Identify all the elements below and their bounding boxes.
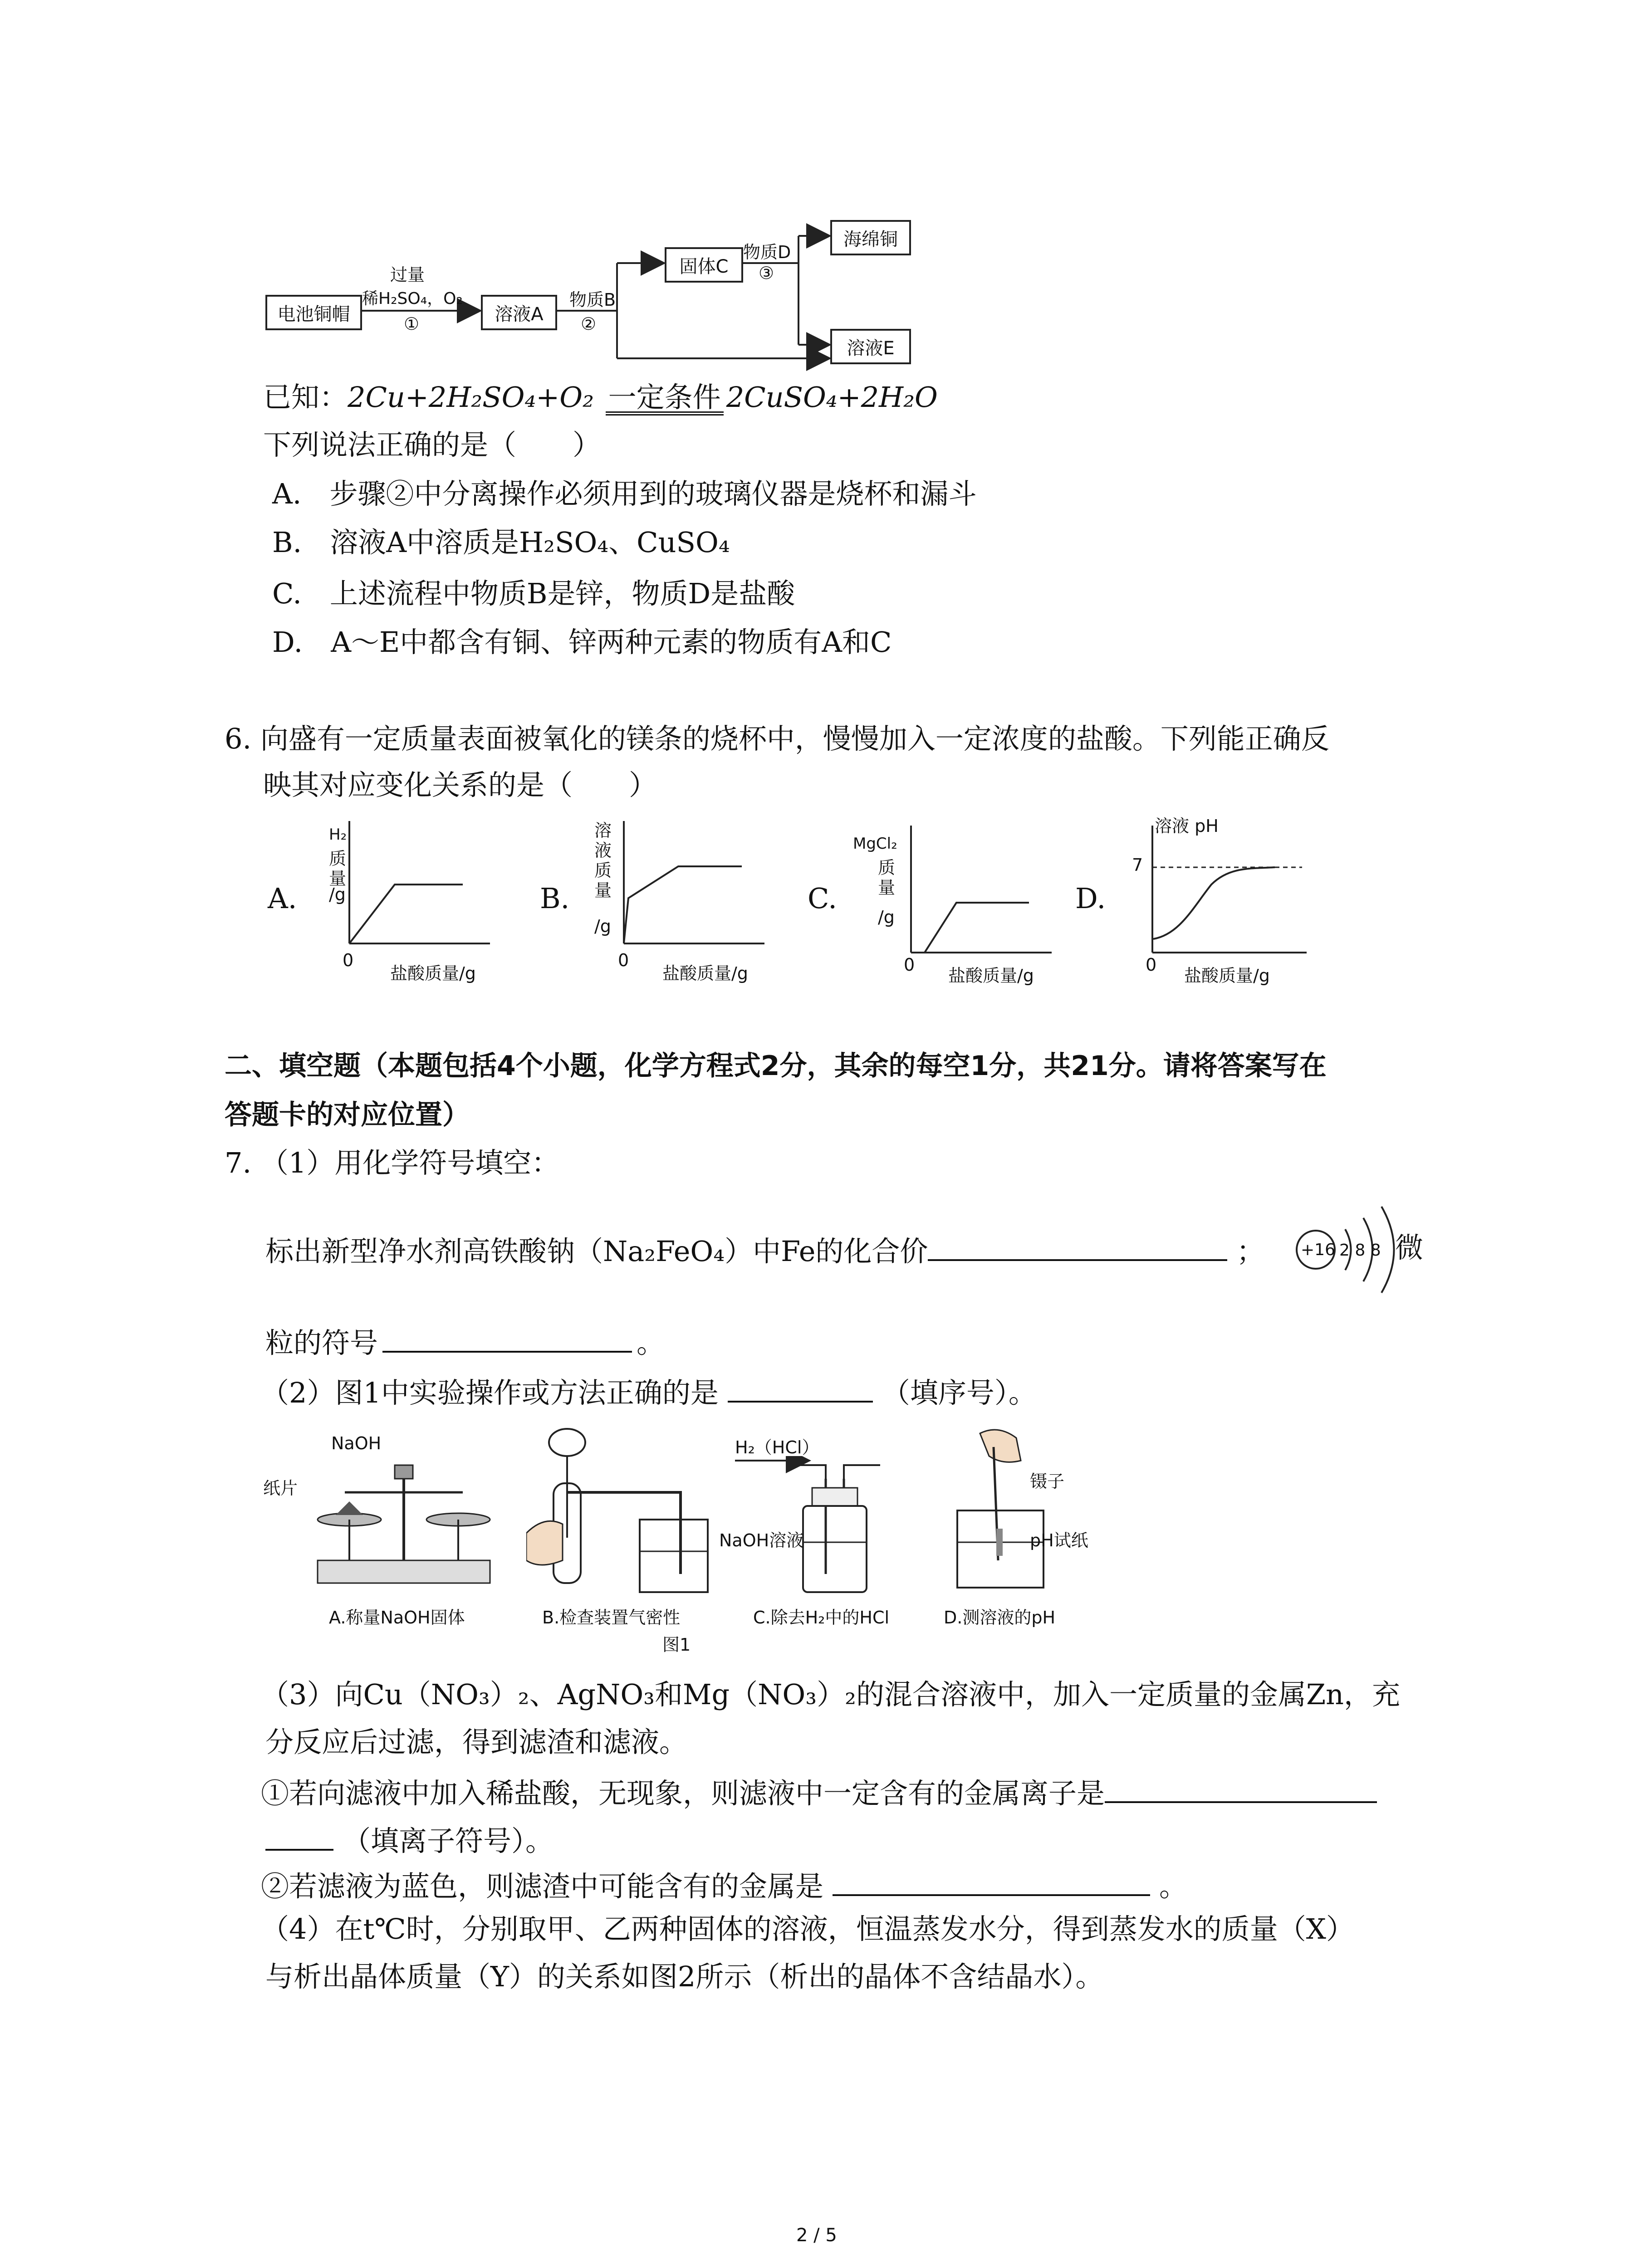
atom-nucleus: +16: [1301, 1241, 1335, 1259]
q6-graph-b-ylabel-2: 质: [594, 860, 612, 880]
section2-heading-line1: 二、填空题（本题包括4个小题，化学方程式2分，其余的每空1分，共21分。请将答案写在: [225, 1050, 1327, 1082]
fig1-b-caption: B.检查装置气密性: [542, 1608, 681, 1628]
q6-graph-b-letter: B.: [540, 882, 570, 915]
fig1-c-caption: C.除去H₂中的HCl: [753, 1608, 890, 1628]
balance-illustration: [309, 1456, 499, 1592]
flow-step3-label: 物质D: [743, 242, 791, 262]
q6-graph-c: [808, 816, 1062, 989]
q7-answer-blank-3[interactable]: [728, 1375, 873, 1403]
q5-option-b: B. 溶液A中溶质是H₂SO₄、CuSO₄: [272, 526, 730, 559]
q6-graph-c-plot: [906, 826, 1052, 957]
q5-equation-left: 2Cu+2H₂SO₄+O₂: [348, 381, 594, 414]
q5-option-d: D. A～E中都含有铜、锌两种元素的物质有A和C: [272, 626, 892, 659]
flow-step1-reagent: 稀H₂SO₄，O₂: [362, 289, 463, 308]
flow-box-solution-a: 溶液A: [481, 295, 557, 330]
q5-stem: 下列说法正确的是（ ）: [263, 428, 601, 461]
q6-graph-c-ylabel-0: MgCl₂: [853, 835, 897, 853]
q7-p1-end: 。: [637, 1326, 665, 1359]
ph-test-illustration: [944, 1424, 1080, 1597]
q7-answer-blank-1[interactable]: [928, 1234, 1227, 1261]
q6-graph-d-plot: [1148, 826, 1311, 957]
q6-graph-a-ylabel-3: /g: [329, 885, 346, 904]
q6-graph-d-tick: 7: [1132, 855, 1143, 875]
figure-1: [263, 1424, 1216, 1678]
q6-graph-a-origin: 0: [343, 950, 354, 970]
fig1-a-label-paper: 纸片: [263, 1478, 298, 1498]
q5-option-a: A. 步骤②中分离操作必须用到的玻璃仪器是烧杯和漏斗: [272, 477, 977, 510]
q6-graph-b-xlabel: 盐酸质量/g: [662, 963, 748, 983]
page-number: 2 / 5: [796, 2225, 837, 2246]
q6-graph-d-ylabel-0: 溶液 pH: [1155, 816, 1219, 836]
flow-box-battery-cap: 电池铜帽: [265, 295, 362, 330]
fig1-a-label-naoh: NaOH: [331, 1433, 382, 1453]
flow-box-sponge-cu: 海绵铜: [830, 220, 911, 255]
q6-graph-a: [268, 816, 513, 989]
flow-box-solution-e: 溶液E: [830, 329, 911, 364]
q6-graph-c-ylabel-1: 质: [878, 858, 896, 878]
q6-graph-a-ylabel-0: H₂: [329, 826, 347, 844]
q6-graph-b: [540, 816, 785, 989]
q6-line2: 映其对应变化关系的是（ ）: [263, 768, 657, 802]
q7-answer-blank-4[interactable]: [1105, 1776, 1377, 1803]
q5-option-c: C. 上述流程中物质B是锌，物质D是盐酸: [272, 577, 795, 610]
fig1-d-label-tweezers: 镊子: [1030, 1471, 1065, 1491]
flow-diagram: [254, 213, 962, 376]
q7-answer-blank-5[interactable]: [833, 1869, 1150, 1896]
q7-p4-line2: 与析出晶体质量（Y）的关系如图2所示（析出的晶体不含结晶水）。: [265, 1960, 1104, 1993]
q7-p1-line: [265, 1234, 1264, 1266]
q6-graph-a-letter: A.: [268, 882, 297, 915]
section2-heading-line2: 答题卡的对应位置）: [225, 1099, 470, 1131]
q6-graph-a-ylabel-1: 质: [329, 849, 347, 869]
q6-graph-c-origin: 0: [904, 955, 915, 975]
q7-p3-q2: ②若滤液为蓝色，则滤渣中可能含有的金属是: [261, 1870, 824, 1903]
flow-step2-num: ②: [581, 314, 597, 334]
q6-graph-b-ylabel-0: 溶: [594, 821, 612, 841]
q6-graph-a-plot: [345, 821, 490, 953]
q6-graph-d-letter: D.: [1075, 882, 1106, 915]
q7-p1-sep: ；: [1236, 1235, 1265, 1268]
fig1-c-label-h2: H₂（HCl）: [735, 1437, 819, 1457]
flow-step1-num: ①: [404, 314, 420, 334]
q6-graph-d: [1075, 812, 1311, 989]
q7-p4-line1: （4）在t℃时，分别取甲、乙两种固体的溶液，恒温蒸发水分，得到蒸发水的质量（X）: [261, 1912, 1354, 1945]
flow-step1-top: 过量: [390, 265, 425, 285]
q5-known-prefix: 已知：: [263, 381, 348, 414]
fig1-d-caption: D.测溶液的pH: [944, 1608, 1056, 1628]
q6-graph-c-xlabel: 盐酸质量/g: [948, 966, 1034, 986]
q6-graph-b-ylabel-1: 液: [594, 841, 612, 860]
q6-graph-b-ylabel-3: 量: [594, 880, 612, 900]
q7-p3-q1-end: （填离子符号）。: [343, 1824, 554, 1857]
q7-answer-blank-4b[interactable]: [265, 1823, 333, 1851]
q6-line1: 6. 向盛有一定质量表面被氧化的镁条的烧杯中，慢慢加入一定浓度的盐酸。下列能正确反: [225, 722, 1329, 755]
q7-p1-text-b: 微: [1395, 1231, 1424, 1264]
q7-p1-text-c: 粒的符号: [265, 1326, 378, 1359]
q6-graph-b-ylabel-4: /g: [594, 916, 611, 936]
q7-p2-line: [261, 1375, 1037, 1407]
q6-graph-c-letter: C.: [808, 882, 837, 915]
q7-answer-blank-2[interactable]: [382, 1325, 632, 1353]
q7-p1-line2: [265, 1325, 665, 1357]
q7-p3-q1-line2: [265, 1823, 554, 1855]
q6-graph-b-plot: [619, 821, 764, 953]
flow-step3-num: ③: [759, 263, 774, 283]
flow-step2-label: 物质B: [569, 290, 616, 310]
q5-equation-condition: 一定条件: [606, 383, 724, 415]
fig1-title: 图1: [662, 1635, 691, 1655]
atom-shell-electrons: 2 8 8: [1339, 1241, 1381, 1260]
q6-graph-d-xlabel: 盐酸质量/g: [1184, 966, 1270, 986]
q7-p3-q2-end: 。: [1159, 1870, 1188, 1903]
q7-p1-title: 7. （1）用化学符号填空：: [225, 1146, 560, 1179]
q7-p1-text-a: 标出新型净水剂高铁酸钠（Na₂FeO₄）中Fe的化合价: [265, 1235, 928, 1268]
q6-graph-a-ylabel-2: 量: [329, 869, 347, 889]
q7-p2-end: （填序号）。: [882, 1376, 1037, 1409]
q5-equation-right: 2CuSO₄+2H₂O: [726, 381, 938, 414]
q6-graph-b-origin: 0: [618, 950, 629, 970]
airtightness-illustration: [526, 1424, 717, 1597]
q7-p3-q1-line: [261, 1776, 1377, 1808]
q7-p2-text: （2）图1中实验操作或方法正确的是: [261, 1376, 719, 1409]
flow-box-solid-c: 固体C: [665, 247, 743, 283]
fig1-a-caption: A.称量NaOH固体: [329, 1608, 465, 1628]
q7-p3-line1: （3）向Cu（NO₃）₂、AgNO₃和Mg（NO₃）₂的混合溶液中，加入一定质量的金属Zn，充: [261, 1678, 1400, 1711]
q6-graph-d-origin: 0: [1146, 955, 1157, 975]
q7-p3-q1: ①若向滤液中加入稀盐酸，无现象，则滤液中一定含有的金属离子是: [261, 1777, 1105, 1810]
q7-p3-line2: 分反应后过滤，得到滤渣和滤液。: [265, 1725, 688, 1759]
q5-known: [263, 383, 938, 415]
atom-structure-diagram: [1288, 1198, 1406, 1302]
q6-graph-c-ylabel-3: /g: [878, 907, 895, 927]
q6-graph-a-xlabel: 盐酸质量/g: [390, 963, 476, 983]
q6-graph-c-ylabel-2: 量: [878, 878, 896, 898]
fig1-d-label-ph-paper: pH试纸: [1030, 1530, 1088, 1550]
q7-p3-q2-line: [261, 1869, 1187, 1901]
fig1-c-label-naoh: NaOH溶液: [719, 1530, 804, 1550]
